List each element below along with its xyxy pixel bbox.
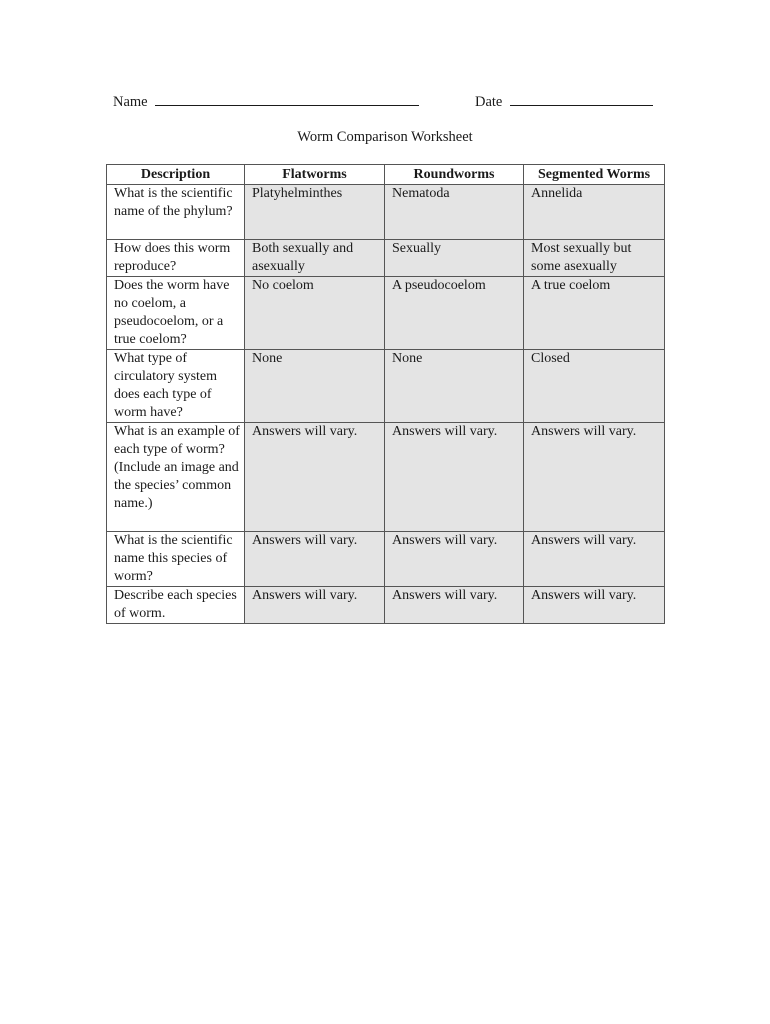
date-blank-line[interactable] <box>510 93 653 106</box>
description-cell: What is the scientific name of the phylum? <box>107 185 245 240</box>
flatworms-cell: Both sexually and asexually <box>245 240 385 277</box>
date-label: Date <box>475 94 503 110</box>
flatworms-cell: No coelom <box>245 277 385 350</box>
roundworms-cell: Answers will vary. <box>385 423 524 532</box>
column-header-roundworms: Roundworms <box>385 165 524 185</box>
description-cell: What is an example of each type of worm? (Include an image and the species’ common name.) <box>107 423 245 532</box>
description-cell: What type of circulatory system does each type of worm have? <box>107 350 245 423</box>
segmented-worms-cell: Closed <box>524 350 665 423</box>
worksheet-title: Worm Comparison Worksheet <box>297 129 473 145</box>
segmented-worms-cell: A true coelom <box>524 277 665 350</box>
description-cell: Does the worm have no coelom, a pseudocoelom, or a true coelom? <box>107 277 245 350</box>
name-field-row <box>113 93 419 111</box>
name-blank-line[interactable] <box>155 93 419 106</box>
flatworms-cell: Answers will vary. <box>245 587 385 624</box>
segmented-worms-cell: Answers will vary. <box>524 532 665 587</box>
column-header-flatworms: Flatworms <box>245 165 385 185</box>
roundworms-cell: Sexually <box>385 240 524 277</box>
date-field-row <box>475 93 653 111</box>
description-cell: Describe each species of worm. <box>107 587 245 624</box>
flatworms-cell: Answers will vary. <box>245 532 385 587</box>
table-row <box>107 350 665 423</box>
roundworms-cell: Nematoda <box>385 185 524 240</box>
description-cell: What is the scientific name this species of worm? <box>107 532 245 587</box>
table-row <box>107 185 665 240</box>
name-label: Name <box>113 94 148 110</box>
column-header-description: Description <box>107 165 245 185</box>
worksheet-title-row <box>0 128 770 146</box>
worm-comparison-table <box>106 164 665 624</box>
table-row <box>107 423 665 532</box>
column-header-segmented-worms: Segmented Worms <box>524 165 665 185</box>
table-row <box>107 587 665 624</box>
flatworms-cell: Answers will vary. <box>245 423 385 532</box>
segmented-worms-cell: Answers will vary. <box>524 587 665 624</box>
segmented-worms-cell: Most sexually but some asexually <box>524 240 665 277</box>
description-cell: How does this worm reproduce? <box>107 240 245 277</box>
table-row <box>107 532 665 587</box>
segmented-worms-cell: Answers will vary. <box>524 423 665 532</box>
flatworms-cell: None <box>245 350 385 423</box>
roundworms-cell: Answers will vary. <box>385 532 524 587</box>
flatworms-cell: Platyhelminthes <box>245 185 385 240</box>
table-header-row <box>107 165 665 185</box>
roundworms-cell: Answers will vary. <box>385 587 524 624</box>
roundworms-cell: A pseudocoelom <box>385 277 524 350</box>
segmented-worms-cell: Annelida <box>524 185 665 240</box>
table-row <box>107 240 665 277</box>
table-row <box>107 277 665 350</box>
roundworms-cell: None <box>385 350 524 423</box>
